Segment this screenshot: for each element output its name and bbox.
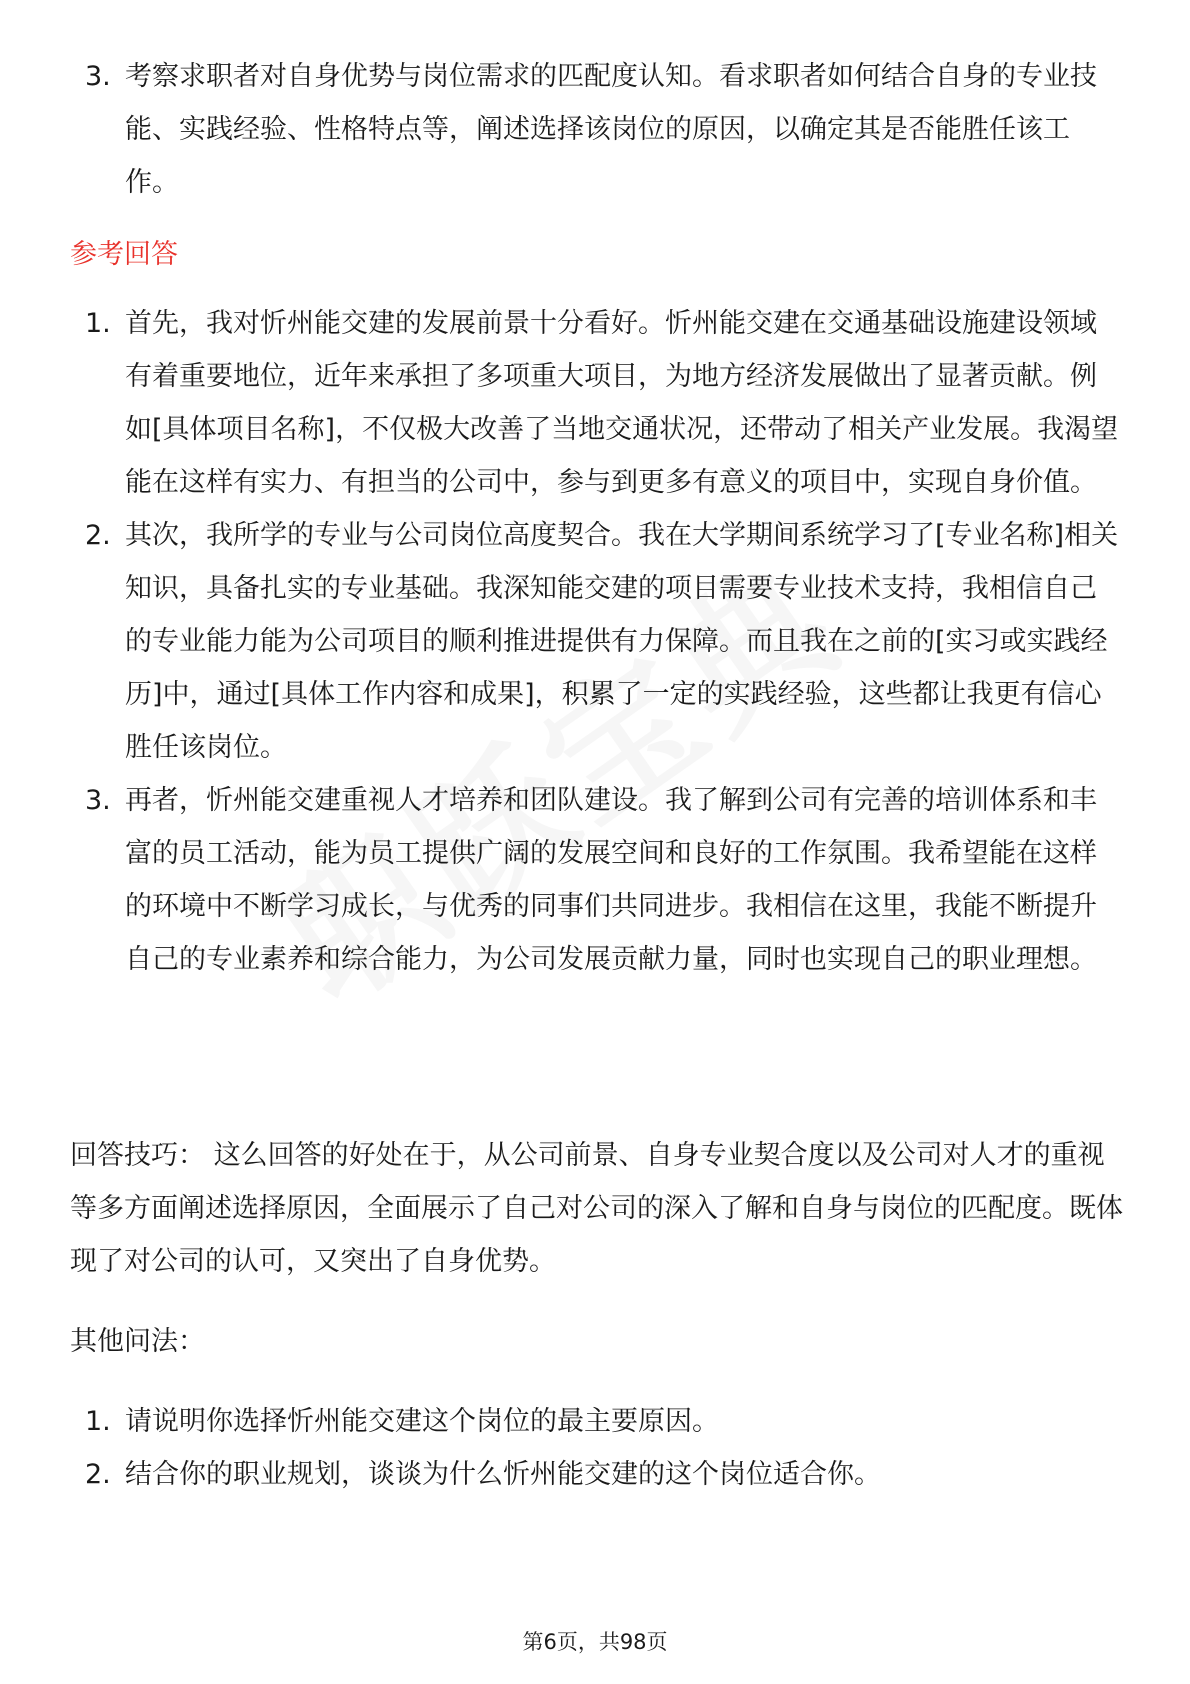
list-text: 结合你的职业规划，谈谈为什么忻州能交建的这个岗位适合你。 <box>125 1459 881 1490</box>
list-text: 再者，忻州能交建重视人才培养和团队建设。我了解到公司有完善的培训体系和丰富的员工活动，能为员工提供广阔的发展空间和良好的工作氛围。我希望能在这样的环境中不断学习成长，与优秀的同事们共同进步。我相信在这里，我能不断提升自己的专业素养和综合能力，为公司发展贡献力量，同时也实现自己的职业理想。 <box>125 785 1097 975</box>
list-text: 考察求职者对自身优势与岗位需求的匹配度认知。看求职者如何结合自身的专业技能、实践经验、性格特点等，阐述选择该岗位的原因，以确定其是否能胜任该工作。 <box>125 61 1097 198</box>
answer-heading: 参考回答 <box>70 239 178 270</box>
list-number: 1. <box>85 308 111 339</box>
other-questions-heading: 其他问法： <box>70 1326 205 1357</box>
answer-list <box>70 297 1120 986</box>
list-item <box>70 297 1120 509</box>
list-item <box>70 509 1120 774</box>
list-text: 首先，我对忻州能交建的发展前景十分看好。忻州能交建在交通基础设施建设领域有着重要地位，近年来承担了多项重大项目，为地方经济发展做出了显著贡献。例如[具体项目名称]，不仅极大改善了当地交通状况，还带动了相关产业发展。我渴望能在这样有实力、有担当的公司中，参与到更多有意义的项目中，实现自身价值。 <box>125 308 1119 498</box>
list-number: 2. <box>85 520 111 551</box>
list-number: 3. <box>85 61 111 92</box>
list-number: 3. <box>85 785 111 816</box>
answer-tips: 回答技巧： 这么回答的好处在于，从公司前景、自身专业契合度以及公司对人才的重视等多方面阐述选择原因，全面展示了自己对公司的深入了解和自身与岗位的匹配度。既体现了对公司的认可，又突出了自身优势。 <box>70 1140 1123 1277</box>
list-number: 1. <box>85 1406 111 1437</box>
other-questions-list <box>70 1395 1120 1501</box>
list-item <box>70 50 1120 209</box>
list-text: 请说明你选择忻州能交建这个岗位的最主要原因。 <box>125 1406 719 1437</box>
list-item <box>70 1395 1120 1448</box>
list-number: 2. <box>85 1459 111 1490</box>
list-text: 其次，我所学的专业与公司岗位高度契合。我在大学期间系统学习了[专业名称]相关知识，具备扎实的专业基础。我深知能交建的项目需要专业技术支持，我相信自己的专业能力能为公司项目的顺利推进提供有力保障。而且我在之前的[实习或实践经历]中，通过[具体工作内容和成果]，积累了一定的实践经验，这些都让我更有信心胜任该岗位。 <box>125 520 1119 763</box>
list-item <box>70 774 1120 986</box>
criteria-list <box>70 50 1120 209</box>
list-item <box>70 1448 1120 1501</box>
page-number: 第6页，共98页 <box>522 1630 668 1654</box>
